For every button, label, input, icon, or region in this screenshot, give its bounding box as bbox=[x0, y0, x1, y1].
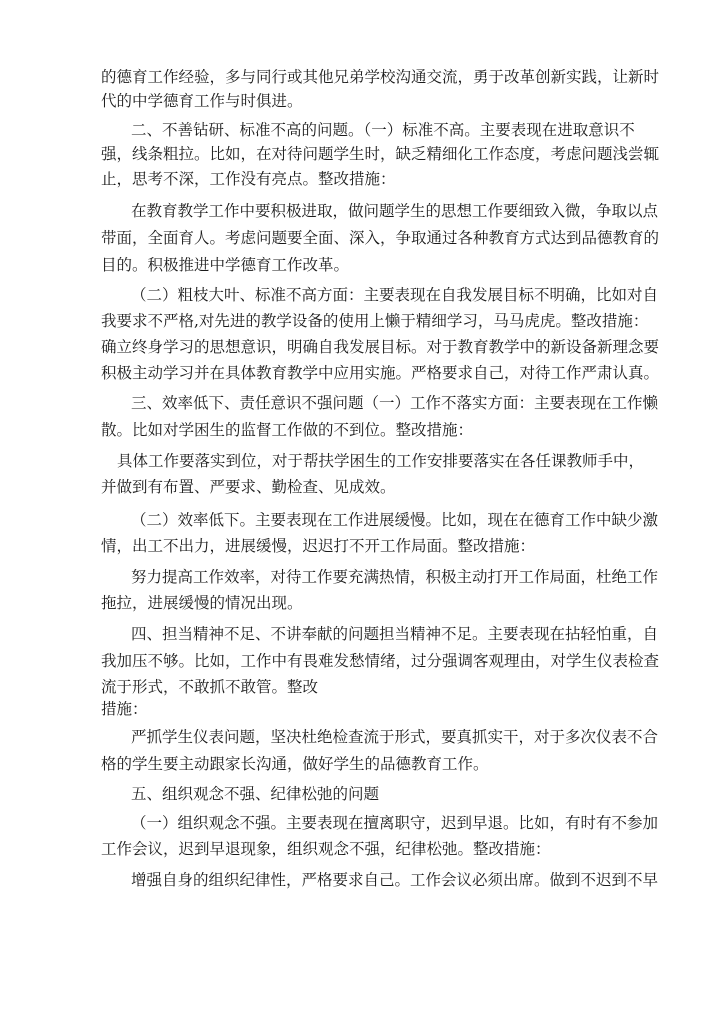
text-line: 目的。积极推进中学德育工作改革。 bbox=[101, 256, 350, 274]
text-line: 措施： bbox=[101, 700, 148, 718]
text-line: 四、担当精神不足、不讲奉献的问题担当精神不足。主要表现在拈轻怕重，自 bbox=[131, 625, 659, 643]
text-line: 严抓学生仪表问题，坚决杜绝检查流于形式，要真抓实干，对于多次仪表不合 bbox=[131, 728, 659, 746]
text-line: 代的中学德育工作与时俱进。 bbox=[101, 92, 303, 110]
text-line: 确立终身学习的思想意识，明确自我发展目标。对于教育教学中的新设备新理念要 bbox=[101, 338, 660, 356]
text-line: 增强自身的组织纪律性，严格要求自己。工作会议必须出席。做到不迟到不早 bbox=[131, 871, 659, 889]
text-line: 流于形式，不敢抓不敢管。整改 bbox=[101, 678, 319, 696]
text-line: 止，思考不深，工作没有亮点。整改措施： bbox=[101, 170, 396, 188]
text-line: 格的学生要主动跟家长沟通，做好学生的品德教育工作。 bbox=[101, 755, 489, 773]
text-line: 五、组织观念不强、纪律松弛的问题 bbox=[131, 785, 380, 803]
text-line: 积极主动学习并在具体教育教学中应用实施。严格要求自己，对待工作严肃认真。 bbox=[101, 364, 660, 382]
text-line: （二）效率低下。主要表现在工作进展缓慢。比如，现在在德育工作中缺少激 bbox=[131, 511, 659, 529]
text-line: 散。比如对学困生的监督工作做的不到位。整改措施： bbox=[101, 421, 474, 439]
text-line: 二、不善钻研、标准不高的问题。（一）标准不高。主要表现在进取意识不 bbox=[131, 121, 635, 139]
text-line: （二）粗枝大叶、标准不高方面：主要表现在自我发展目标不明确，比如对自 bbox=[131, 286, 659, 304]
text-line: 拖拉，进展缓慢的情况出现。 bbox=[101, 594, 303, 612]
text-line: （一）组织观念不强。主要表现在擅离职守，迟到早退。比如，有时有不参加 bbox=[131, 814, 659, 832]
text-line: 在教育教学工作中要积极进取，做问题学生的思想工作要细致入微，争取以点 bbox=[131, 202, 659, 220]
text-line: 工作会议，迟到早退现象，组织观念不强，纪律松弛。整改措施： bbox=[101, 840, 551, 858]
text-line: 情，出工不出力，进展缓慢，迟迟打不开工作局面。整改措施： bbox=[101, 537, 536, 555]
text-line: 的德育工作经验，多与同行或其他兄弟学校沟通交流，勇于改革创新实践，让新时 bbox=[101, 68, 660, 86]
text-line: 并做到有布置、严要求、勤检查、见成效。 bbox=[101, 478, 396, 496]
text-line: 我要求不严格,对先进的教学设备的使用上懒于精细学习，马马虎虎。整改措施： bbox=[101, 312, 649, 330]
text-line: 三、效率低下、责任意识不强问题（一）工作不落实方面：主要表现在工作懒 bbox=[131, 394, 659, 412]
text-line: 带面，全面育人。考虑问题要全面、深入，争取通过各种教育方式达到品德教育的 bbox=[101, 229, 660, 247]
text-line: 强，线条粗拉。比如，在对待问题学生时，缺乏精细化工作态度，考虑问题浅尝辄 bbox=[101, 145, 660, 163]
text-line: 努力提高工作效率，对待工作要充满热情，积极主动打开工作局面，杜绝工作 bbox=[131, 568, 659, 586]
text-line: 具体工作要落实到位，对于帮扶学困生的工作安排要落实在各任课教师手中， bbox=[117, 452, 645, 470]
text-line: 我加压不够。比如，工作中有畏难发愁情绪，过分强调客观理由，对学生仪表检查 bbox=[101, 652, 660, 670]
